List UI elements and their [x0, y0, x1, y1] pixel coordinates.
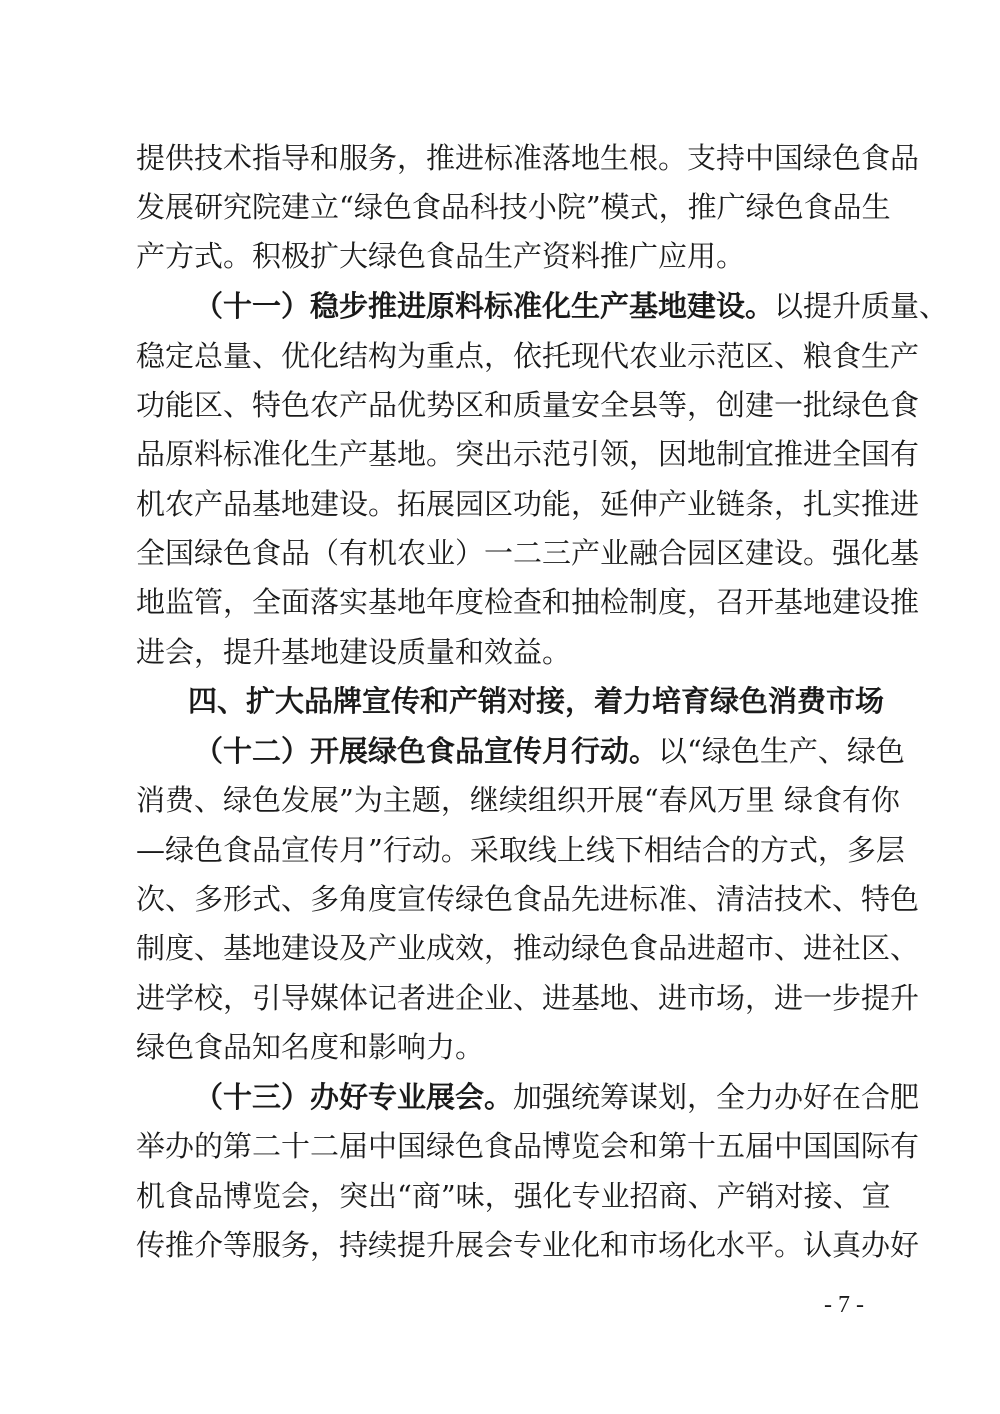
text-line: 制度、基地建设及产业成效，推动绿色食品进超市、进社区、	[136, 931, 920, 965]
text-line: 稳定总量、优化结构为重点，依托现代农业示范区、粮食生产	[136, 339, 920, 373]
paragraph-text: 以提升质量、	[774, 289, 949, 323]
text-line: 机农产品基地建设。拓展园区功能，延伸产业链条，扎实推进	[136, 487, 920, 521]
text-line: 进学校，引导媒体记者进企业、进基地、进市场，进一步提升	[136, 981, 920, 1015]
text-line: 次、多形式、多角度宣传绿色食品先进标准、清洁技术、特色	[136, 882, 920, 916]
text-line: 绿色食品知名度和影响力。	[136, 1030, 485, 1064]
text-line: 全国绿色食品（有机农业）一二三产业融合园区建设。强化基	[136, 536, 920, 570]
page-number: - 7 -	[824, 1292, 864, 1318]
paragraph-first-line	[194, 1076, 920, 1118]
text-line: 品原料标准化生产基地。突出示范引领，因地制宜推进全国有	[136, 437, 920, 471]
text-line: 功能区、特色农产品优势区和质量安全县等，创建一批绿色食	[136, 388, 920, 422]
section-heading-11: （十一）稳步推进原料标准化生产基地建设。	[194, 289, 775, 323]
text-line: —绿色食品宣传月”行动。采取线上线下相结合的方式，多层	[136, 833, 905, 867]
text-line: 提供技术指导和服务，推进标准落地生根。支持中国绿色食品	[136, 141, 920, 175]
text-line: 消费、绿色发展”为主题，继续组织开展“春风万里 绿食有你	[136, 783, 900, 817]
paragraph-text: 加强统筹谋划，全力办好在合肥	[513, 1080, 920, 1114]
section-heading-13: （十三）办好专业展会。	[194, 1080, 514, 1114]
text-line: 进会，提升基地建设质量和效益。	[136, 635, 572, 669]
paragraph-text: 以“绿色生产、绿色	[658, 734, 905, 768]
text-line: 地监管，全面落实基地年度检查和抽检制度，召开基地建设推	[136, 585, 920, 619]
text-line: 产方式。积极扩大绿色食品生产资料推广应用。	[136, 239, 746, 273]
text-line: 传推介等服务，持续提升展会专业化和市场化水平。认真办好	[136, 1228, 920, 1262]
text-line: 机食品博览会，突出“商”味，强化专业招商、产销对接、宣	[136, 1179, 891, 1213]
paragraph-first-line	[194, 285, 949, 327]
chapter-heading: 四、扩大品牌宣传和产销对接，着力培育绿色消费市场	[188, 684, 885, 718]
section-heading-12: （十二）开展绿色食品宣传月行动。	[194, 734, 659, 768]
text-line: 举办的第二十二届中国绿色食品博览会和第十五届中国国际有	[136, 1129, 920, 1163]
text-line: 发展研究院建立“绿色食品科技小院”模式，推广绿色食品生	[136, 190, 891, 224]
paragraph-first-line	[194, 730, 905, 772]
